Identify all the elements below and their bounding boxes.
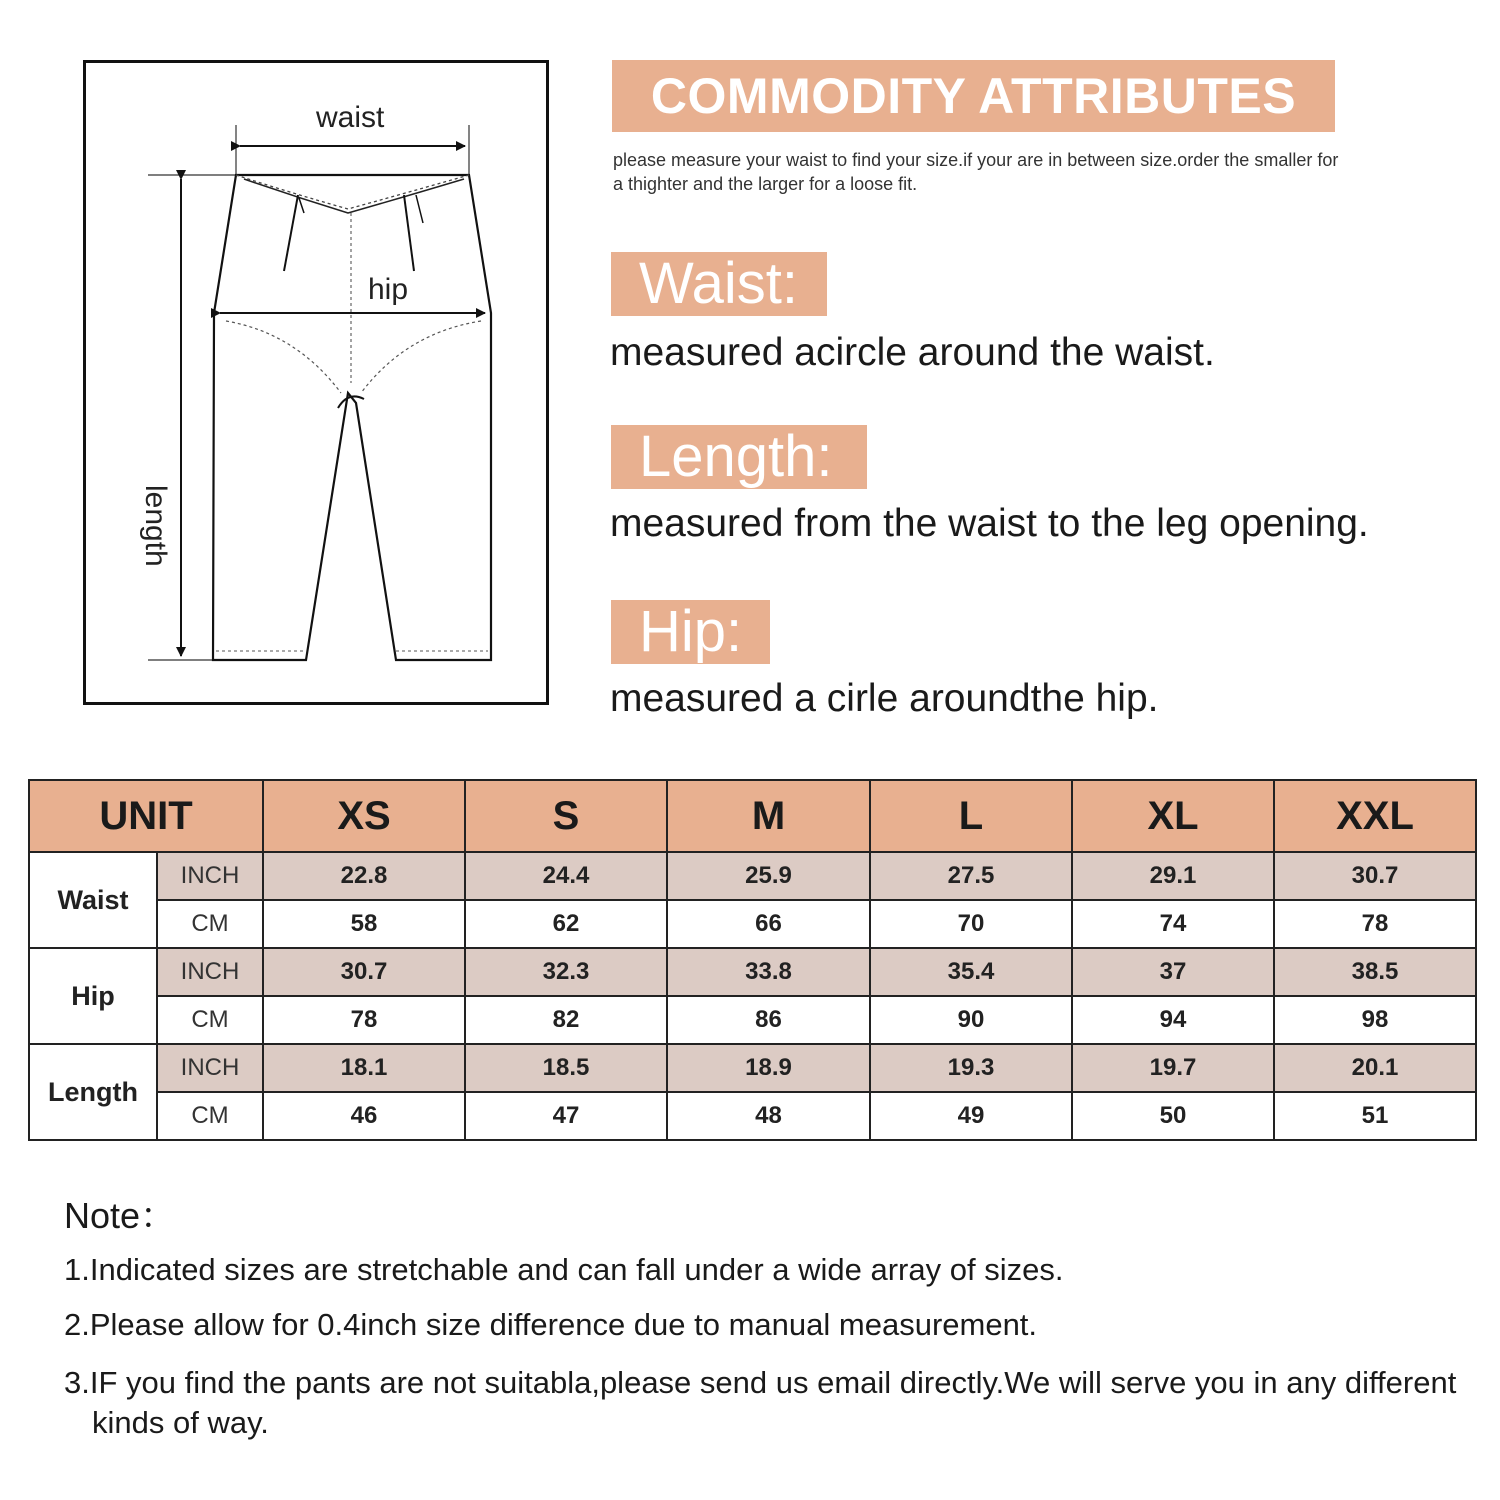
- table-cell: 35.4: [870, 948, 1072, 996]
- table-cell: 33.8: [667, 948, 870, 996]
- table-cell: 46: [263, 1092, 465, 1140]
- table-cell: 29.1: [1072, 852, 1274, 900]
- table-cell: 25.9: [667, 852, 870, 900]
- table-cell: 74: [1072, 900, 1274, 948]
- table-cell: 18.1: [263, 1044, 465, 1092]
- note-item: 3.IF you find the pants are not suitabla,please send us email directly.We will serve you in any different kinds of way.: [64, 1365, 1457, 1440]
- unit-cm: CM: [157, 900, 263, 948]
- note-item: 1.Indicated sizes are stretchable and can fall under a wide array of sizes.: [64, 1252, 1064, 1287]
- table-cell: 20.1: [1274, 1044, 1476, 1092]
- table-cell: 22.8: [263, 852, 465, 900]
- pants-outline: [213, 175, 491, 660]
- table-header-row: [29, 780, 1476, 852]
- note-item: 2.Please allow for 0.4inch size difference due to manual measurement.: [64, 1307, 1038, 1342]
- table-cell: 30.7: [1274, 852, 1476, 900]
- header-size-xl: XL: [1072, 780, 1274, 852]
- notes-title: Note：: [64, 1195, 177, 1236]
- table-cell: 78: [263, 996, 465, 1044]
- table-cell: 48: [667, 1092, 870, 1140]
- length-label: length: [139, 485, 172, 567]
- table-row: [29, 948, 1476, 996]
- header-size-s: S: [465, 780, 667, 852]
- pants-diagram: [83, 60, 549, 705]
- table-row: [29, 996, 1476, 1044]
- header-size-m: M: [667, 780, 870, 852]
- table-cell: 58: [263, 900, 465, 948]
- table-cell: 98: [1274, 996, 1476, 1044]
- table-cell: 18.9: [667, 1044, 870, 1092]
- table-cell: 32.3: [465, 948, 667, 996]
- table-cell: 82: [465, 996, 667, 1044]
- measure-length: Length: [29, 1044, 157, 1140]
- table-cell: 90: [870, 996, 1072, 1044]
- length-description: measured from the waist to the leg opening.: [610, 502, 1369, 545]
- header-size-l: L: [870, 780, 1072, 852]
- unit-cm: CM: [157, 1092, 263, 1140]
- table-cell: 30.7: [263, 948, 465, 996]
- measure-hip: Hip: [29, 948, 157, 1044]
- table-cell: 24.4: [465, 852, 667, 900]
- table-cell: 62: [465, 900, 667, 948]
- header-size-xs: XS: [263, 780, 465, 852]
- hip-tag: Hip:: [611, 600, 770, 664]
- table-cell: 94: [1072, 996, 1274, 1044]
- waist-description: measured acircle around the waist.: [610, 331, 1215, 374]
- unit-cm: CM: [157, 996, 263, 1044]
- table-cell: 38.5: [1274, 948, 1476, 996]
- unit-inch: INCH: [157, 948, 263, 996]
- length-tag: Length:: [611, 425, 867, 489]
- table-cell: 18.5: [465, 1044, 667, 1092]
- table-cell: 27.5: [870, 852, 1072, 900]
- header-size-xxl: XXL: [1274, 780, 1476, 852]
- table-cell: 78: [1274, 900, 1476, 948]
- table-cell: 50: [1072, 1092, 1274, 1140]
- table-cell: 51: [1274, 1092, 1476, 1140]
- table-cell: 49: [870, 1092, 1072, 1140]
- unit-inch: INCH: [157, 852, 263, 900]
- commodity-attributes-title: COMMODITY ATTRIBUTES: [612, 60, 1335, 132]
- table-row: [29, 1044, 1476, 1092]
- waist-tag: Waist:: [611, 252, 827, 316]
- table-row: [29, 1092, 1476, 1140]
- table-cell: 66: [667, 900, 870, 948]
- table-row: [29, 900, 1476, 948]
- table-cell: 19.3: [870, 1044, 1072, 1092]
- hip-label: hip: [368, 273, 409, 306]
- unit-inch: INCH: [157, 1044, 263, 1092]
- table-row: [29, 852, 1476, 900]
- table-cell: 86: [667, 996, 870, 1044]
- pants-illustration: [86, 63, 552, 708]
- header-unit: UNIT: [29, 780, 263, 852]
- measure-instruction: please measure your waist to find your size.if your are in between size.order the smaller for a thighter and the larger for a loose fit.: [613, 150, 1339, 194]
- table-cell: 37: [1072, 948, 1274, 996]
- table-cell: 70: [870, 900, 1072, 948]
- table-cell: 19.7: [1072, 1044, 1274, 1092]
- table-cell: 47: [465, 1092, 667, 1140]
- measure-waist: Waist: [29, 852, 157, 948]
- notes-section: [64, 1195, 1464, 1440]
- waist-label: waist: [316, 101, 385, 134]
- size-chart-table: [28, 779, 1477, 1141]
- hip-description: measured a cirle aroundthe hip.: [610, 677, 1159, 720]
